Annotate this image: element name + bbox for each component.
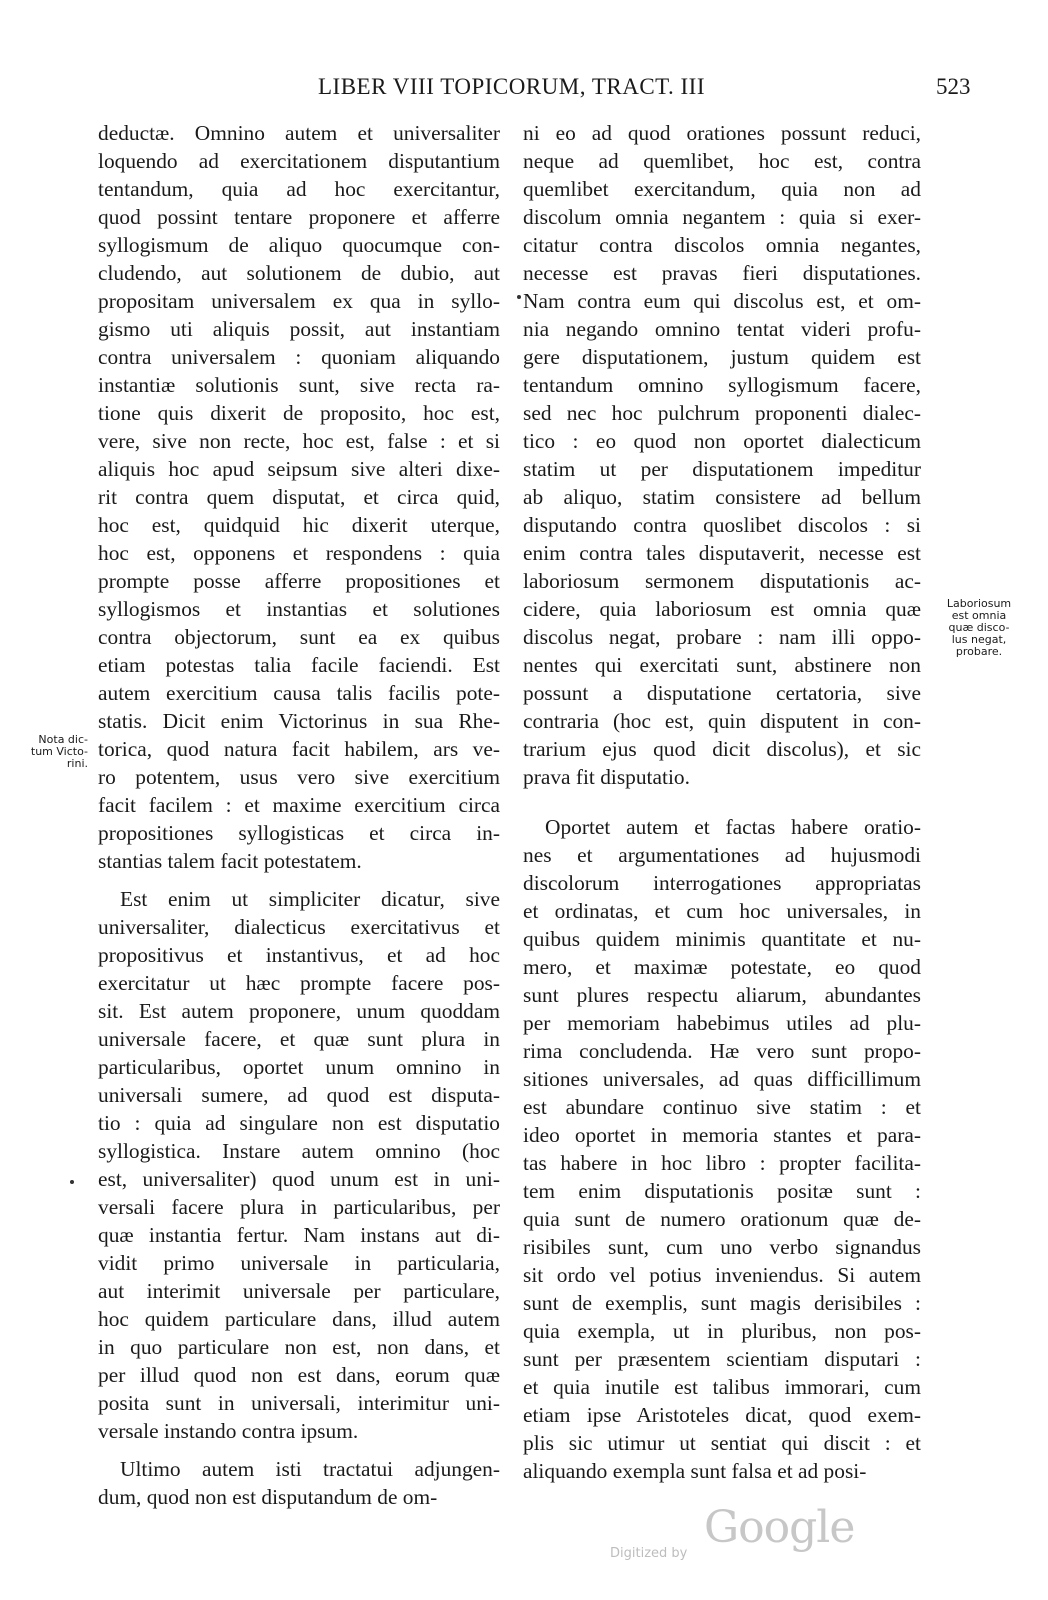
digitized-watermark	[610, 1502, 855, 1561]
text-line: propositam universalem ex qua in syllo-	[98, 289, 500, 313]
text-line: tentandum, quia ad hoc exercitantur,	[98, 177, 500, 201]
text-line: tione quis dixerit de proposito, hoc est,	[98, 401, 500, 425]
paragraph	[98, 119, 500, 875]
text-line: quod possint tentare proponere et afferre	[98, 205, 500, 229]
text-line: instantiæ solutionis sunt, sive recta ra-	[98, 373, 500, 397]
text-line: particularibus, oportet unum omnino in	[98, 1055, 500, 1079]
text-line: facit facilem : et maxime exercitium circa	[98, 793, 500, 817]
text-line: nes et argumentationes ad hujusmodi	[523, 843, 921, 867]
text-line: syllogismos et instantias et solutiones	[98, 597, 500, 621]
text-line: hoc est, opponens et respondens : quia	[98, 541, 500, 565]
text-line: et quia inutile est talibus immorari, cum	[523, 1375, 921, 1399]
text-line: mero, et maximæ potestate, eo quod	[523, 955, 921, 979]
text-line: quæ instantia fertur. Nam instans aut di-	[98, 1223, 500, 1247]
text-line: contraria (hoc est, quin disputent in con-	[523, 709, 921, 733]
text-line: Nam contra eum qui discolus est, et om-	[523, 289, 921, 313]
text-line: sunt de exemplis, sunt magis derisibiles :	[523, 1291, 921, 1315]
text-line: quibus quidem minimis quantitate et nu-	[523, 927, 921, 951]
text-line: trarium ejus quod dicit discolus), et sic	[523, 737, 921, 761]
text-line: tico : eo quod non oportet dialecticum	[523, 429, 921, 453]
text-line: discolus negat, probare : nam illi oppo-	[523, 625, 921, 649]
text-line: dum, quod non est disputandum de om-	[98, 1485, 438, 1509]
text-line: prava fit disputatio.	[523, 765, 690, 789]
text-line: Ultimo autem isti tractatui adjungen-	[120, 1457, 500, 1481]
text-line: citatur contra discolos omnia negantes,	[523, 233, 921, 257]
text-line: risibiles sunt, cum uno verbo signandus	[523, 1235, 921, 1259]
text-line: vidit primo universale in particularia,	[98, 1251, 500, 1275]
text-line: cludendo, aut solutionem de dubio, aut	[98, 261, 500, 285]
text-line: tem enim disputationis positæ sunt :	[523, 1179, 921, 1203]
left-column	[98, 119, 500, 1511]
text-line: universaliter, dialecticus exercitativus et	[98, 915, 500, 939]
text-line: rit contra quem disputat, et circa quid,	[98, 485, 500, 509]
text-line: laboriosum sermonem disputationis ac-	[523, 569, 921, 593]
text-line: quia sunt de numero orationum quæ de-	[523, 1207, 921, 1231]
text-line: sunt per præsentem scientiam disputari :	[523, 1347, 921, 1371]
google-logo: Google	[704, 1502, 855, 1553]
text-line: Est enim ut simpliciter dicatur, sive	[120, 887, 500, 911]
text-line: posita sunt in universali, interimitur uni-	[98, 1391, 500, 1415]
text-line: rima concludenda. Hæ vero sunt propo-	[523, 1039, 921, 1063]
text-line: ab aliquo, statim consistere ad bellum	[523, 485, 921, 509]
text-line: stantias talem facit potestatem.	[98, 849, 362, 873]
text-line: nia negando omnino tentat videri profu-	[523, 317, 921, 341]
text-line: universale facere, et quæ sunt plura in	[98, 1027, 500, 1051]
text-line: aliquando exempla sunt falsa et ad posi-	[523, 1459, 867, 1483]
stray-mark	[517, 295, 521, 299]
text-line: quia exempla, ut in pluribus, non pos-	[523, 1319, 921, 1343]
text-line: possunt a disputatione certatoria, sive	[523, 681, 921, 705]
text-line: statis. Dicit enim Victorinus in sua Rhe-	[98, 709, 500, 733]
text-line: necesse est pravas fieri disputationes.	[523, 261, 921, 285]
text-line: Oportet autem et factas habere oratio-	[545, 815, 921, 839]
text-line: est abundare continuo sive statim : et	[523, 1095, 921, 1119]
text-line: sit. Est autem proponere, unum quoddam	[98, 999, 500, 1023]
text-line: autem exercitium causa talis facilis pote-	[98, 681, 500, 705]
paragraph	[98, 885, 500, 1445]
paragraph	[523, 813, 921, 1485]
text-line: enim contra tales disputaverit, necesse est	[523, 541, 921, 565]
text-line: quemlibet exercitandum, quia non ad	[523, 177, 921, 201]
text-line: disputando contra quoslibet discolos : si	[523, 513, 921, 537]
text-line: per illud quod non est dans, eorum quæ	[98, 1363, 500, 1387]
text-line: syllogismum de aliquo quocumque con-	[98, 233, 500, 257]
stray-mark	[70, 1180, 74, 1184]
text-line: contra universalem : quoniam aliquando	[98, 345, 500, 369]
text-line: plis sic utimur ut sentiat qui discit : et	[523, 1431, 921, 1455]
page-number: 523	[936, 74, 971, 99]
text-line: in quo particulare non est, non dans, et	[98, 1335, 500, 1359]
text-line: sit ordo vel potius inveniendus. Si autem	[523, 1263, 921, 1287]
text-line: propositivus et instantivus, et ad hoc	[98, 943, 500, 967]
text-line: neque ad quemlibet, hoc est, contra	[523, 149, 921, 173]
running-title: LIBER VIII TOPICORUM, TRACT. III	[318, 74, 705, 99]
text-line: tentandum omnino syllogismum facere,	[523, 373, 921, 397]
text-line: tio : quia ad singulare non est disputatio	[98, 1111, 500, 1135]
text-line: aut interimit universale per particulare,	[98, 1279, 500, 1303]
text-line: universali sumere, ad quod est disputa-	[98, 1083, 500, 1107]
paragraph	[98, 1455, 500, 1511]
text-line: et ordinatas, et cum hoc universales, in	[523, 899, 921, 923]
text-line: contra objectorum, sunt ea ex quibus	[98, 625, 500, 649]
digitized-label: Digitized by	[610, 1546, 688, 1561]
text-line: exercitatur ut hæc prompte facere pos-	[98, 971, 500, 995]
text-line: statim ut per disputationem impeditur	[523, 457, 921, 481]
text-line: versale instando contra ipsum.	[98, 1419, 359, 1443]
text-line: propositiones syllogisticas et circa in-	[98, 821, 500, 845]
paragraph	[523, 119, 921, 791]
text-line: sunt plures respectu aliarum, abundantes	[523, 983, 921, 1007]
text-line: cidere, quia laboriosum est omnia quæ	[523, 597, 921, 621]
text-line: aliquis hoc apud seipsum sive alteri dixe-	[98, 457, 500, 481]
text-line: per memoriam habebimus utiles ad plu-	[523, 1011, 921, 1035]
text-line: ideo oportet in memoria stantes et para-	[523, 1123, 921, 1147]
text-line: syllogistica. Instare autem omnino (hoc	[98, 1139, 500, 1163]
text-line: sitiones universales, ad quas difficillimum	[523, 1067, 921, 1091]
text-line: vere, sive non recte, hoc est, false : et si	[98, 429, 500, 453]
margin-note-left: Nota dic- tum Victo- rini.	[30, 733, 88, 770]
right-column	[523, 119, 921, 1485]
text-line: discolum omnia negantem : quia si exer-	[523, 205, 921, 229]
margin-note-right: Laboriosum est omnia quæ disco- lus negat, probare.	[946, 597, 1012, 658]
text-line: gismo uti aliquis possit, aut instantiam	[98, 317, 500, 341]
text-line: ni eo ad quod orationes possunt reduci,	[523, 121, 921, 145]
text-line: torica, quod natura facit habilem, ars ve-	[98, 737, 500, 761]
text-line: prompte posse afferre propositiones et	[98, 569, 500, 593]
text-line: nentes qui exercitati sunt, abstinere non	[523, 653, 921, 677]
text-line: hoc quidem particulare dans, illud autem	[98, 1307, 500, 1331]
text-line: tas habere in hoc libro : propter facilita-	[523, 1151, 921, 1175]
text-line: sed nec hoc pulchrum proponenti dialec-	[523, 401, 921, 425]
text-line: deductæ. Omnino autem et universaliter	[98, 121, 500, 145]
page-header	[0, 74, 1048, 104]
text-line: gere disputationem, justum quidem est	[523, 345, 921, 369]
text-line: discolorum interrogationes appropriatas	[523, 871, 921, 895]
text-line: est, universaliter) quod unum est in uni-	[98, 1167, 500, 1191]
text-line: etiam potestas talia facile faciendi. Est	[98, 653, 500, 677]
text-line: loquendo ad exercitationem disputantium	[98, 149, 500, 173]
text-line: hoc est, quidquid hic dixerit uterque,	[98, 513, 500, 537]
text-line: etiam ipse Aristoteles dicat, quod exem-	[523, 1403, 921, 1427]
text-line: versali facere plura in particularibus, per	[98, 1195, 500, 1219]
text-line: ro potentem, usus vero sive exercitium	[98, 765, 500, 789]
